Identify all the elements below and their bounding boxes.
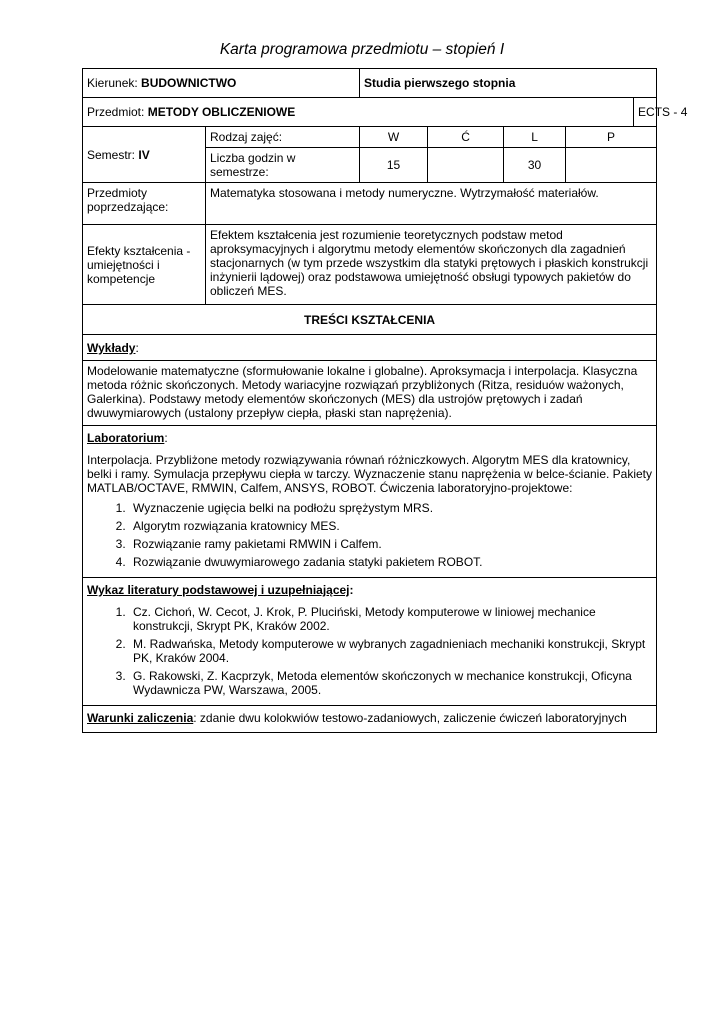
- przedmiot-cell: [83, 98, 634, 127]
- efekty-value: Efektem kształcenia jest rozumienie teoretycznych podstaw metod aproksymacyjnych i algorytmu metody elementów skończonych dla zagadnień stacjonarnych (w tym przede wszystkim dla statyki prętowych i płaskich konstrukcji inżynierii lądowej) oraz podstawowa umiejętność obsługi typowych pakietów do obliczeń MES.: [206, 225, 657, 305]
- list-item: 4. Rozwiązanie dwuwymiarowego zadania statyki pakietem ROBOT.: [129, 555, 652, 569]
- warunki-text: : zdanie dwu kolokwiów testowo-zadaniowych, zaliczenie ćwiczeń laboratoryjnych: [193, 711, 627, 725]
- laboratorium-label: Laboratorium: [87, 431, 165, 445]
- studia-cell: Studia pierwszego stopnia: [360, 69, 657, 98]
- rodzaj-p: P: [566, 127, 657, 148]
- list-item: 2. M. Radwańska, Metody komputerowe w wybranych zagadnieniach mechaniki konstrukcji, Skrypt PK, Kraków 2004.: [129, 637, 652, 665]
- efekty-row: [83, 225, 657, 305]
- rodzaj-w: W: [360, 127, 428, 148]
- tresci-header-row: [83, 305, 657, 335]
- kierunek-cell: [83, 69, 360, 98]
- literatura-label: Wykaz literatury podstawowej i uzupełniającej: [87, 583, 350, 597]
- godziny-w: 15: [360, 148, 428, 183]
- rodzaj-c: Ć: [428, 127, 504, 148]
- kierunek-label: Kierunek:: [87, 76, 138, 90]
- course-card: [82, 68, 688, 733]
- rodzaj-row: [83, 127, 657, 148]
- literatura-cell: Wykaz literatury podstawowej i uzupełniającej: 1. Cz. Cichoń, W. Cecot, J. Krok, P. Pluciński, Metody komputerowe w liniowej mechanice konstrukcji, Skrypt PK, Kraków 2002. 2. M. Radwańska, Metody komputerowe w wybranych zagadnieniach mechaniki konstrukcji, Skrypt PK, Kraków 2004. 3. G. Rakowski, Z. Kacprzyk, Metoda elementów skończonych w mechanice konstrukcji, Oficyna Wydawnicza PW, Warszawa, 2005.: [83, 578, 657, 706]
- warunki-label: Warunki zaliczenia: [87, 711, 194, 725]
- warunki-cell: [83, 706, 657, 733]
- poprzedzajace-value: Matematyka stosowana i metody numeryczne. Wytrzymałość materiałów.: [206, 183, 657, 225]
- przedmiot-label: Przedmiot:: [87, 105, 145, 119]
- ects-cell: ECTS - 4: [634, 98, 657, 127]
- poprzedzajace-label: Przedmioty poprzedzające:: [83, 183, 206, 225]
- course-table: [82, 68, 688, 733]
- poprzedzajace-row: [83, 183, 657, 225]
- semestr-value: IV: [138, 147, 150, 162]
- semestr-cell: [83, 127, 206, 183]
- list-item: 1. Cz. Cichoń, W. Cecot, J. Krok, P. Pluciński, Metody komputerowe w liniowej mechanice konstrukcji, Skrypt PK, Kraków 2002.: [129, 605, 652, 633]
- laboratorium-row: [83, 426, 657, 578]
- laboratorium-text: Interpolacja. Przybliżone metody rozwiązywania równań różniczkowych. Algorytm MES dla kratownicy, belki i ramy. Symulacja przepływu ciepła w tarczy. Wyznaczenie stanu naprężenia w belce-ścianie. Pakiety MATLAB/OCTAVE, RMWIN, Calfem, ANSYS, ROBOT. Ćwiczenia laboratoryjno-projektowe:: [87, 453, 653, 495]
- wyklady-label: Wykłady: [87, 341, 136, 355]
- godziny-label: Liczba godzin w semestrze:: [206, 148, 360, 183]
- godziny-l: 30: [504, 148, 566, 183]
- wyklady-row: [83, 335, 657, 426]
- list-item: 3. Rozwiązanie ramy pakietami RMWIN i Calfem.: [129, 537, 652, 551]
- page-title: Karta programowa przedmiotu – stopień I: [219, 41, 505, 58]
- laboratorium-list: [87, 501, 652, 569]
- przedmiot-row: [83, 98, 657, 127]
- godziny-c: [428, 148, 504, 183]
- list-item: 3. G. Rakowski, Z. Kacprzyk, Metoda elementów skończonych w mechanice konstrukcji, Oficyna Wydawnicza PW, Warszawa, 2005.: [129, 669, 652, 697]
- warunki-row: [83, 706, 657, 733]
- rodzaj-l: L: [504, 127, 566, 148]
- kierunek-row: [83, 69, 657, 98]
- kierunek-value: BUDOWNICTWO: [141, 76, 237, 90]
- wyklady-text: Modelowanie matematyczne (sformułowanie lokalne i globalne). Aproksymacja i interpolacja. Klasyczna metoda różnic skończonych. Metody wariacyjne rozwiązań przybliżonych (Ritza, residuów ważonych, Galerkina). Podstawy metody elementów skończonych (MES) dla ustrojów prętowych i zadań dwuwymiarowych (ustalony przepływ ciepła, płaski stan naprężenia).: [87, 364, 638, 420]
- semestr-label: Semestr:: [87, 147, 136, 162]
- wyklady-cell: Wykłady: Modelowanie matematyczne (sformułowanie lokalne i globalne). Aproksymacja i interpolacja. Klasyczna metoda różnic skończonych. Metody wariacyjne rozwiązań przybliżonych (Ritza, residuów ważonych, Galerkina). Podstawy metody elementów skończonych (MES) dla ustrojów prętowych i zadań dwuwymiarowych (ustalony przepływ ciepła, płaski stan naprężenia).: [83, 335, 657, 426]
- literatura-list: [87, 605, 652, 697]
- godziny-p: [566, 148, 657, 183]
- list-item: 1. Wyznaczenie ugięcia belki na podłożu sprężystym MRS.: [129, 501, 652, 515]
- przedmiot-value: METODY OBLICZENIOWE: [147, 105, 296, 119]
- literatura-row: [83, 578, 657, 706]
- efekty-label: Efekty kształcenia - umiejętności i kompetencje: [83, 225, 206, 305]
- list-item: 2. Algorytm rozwiązania kratownicy MES.: [129, 519, 652, 533]
- tresci-header: TREŚCI KSZTAŁCENIA: [83, 305, 657, 335]
- laboratorium-cell: Laboratorium: Interpolacja. Przybliżone metody rozwiązywania równań różniczkowych. Algorytm MES dla kratownicy, belki i ramy. Symulacja przepływu ciepła w tarczy. Wyznaczenie stanu naprężenia w belce-ścianie. Pakiety MATLAB/OCTAVE, RMWIN, Calfem, ANSYS, ROBOT. Ćwiczenia laboratoryjno-projektowe: 1. Wyznaczenie ugięcia belki na podłożu sprężystym MRS. 2. Algorytm rozwiązania kratownicy MES. 3. Rozwiązanie ramy pakietami RMWIN i Calfem. 4. Rozwiązanie dwuwymiarowego zadania statyki pakietem ROBOT.: [83, 426, 657, 578]
- rodzaj-label: Rodzaj zajęć:: [206, 127, 360, 148]
